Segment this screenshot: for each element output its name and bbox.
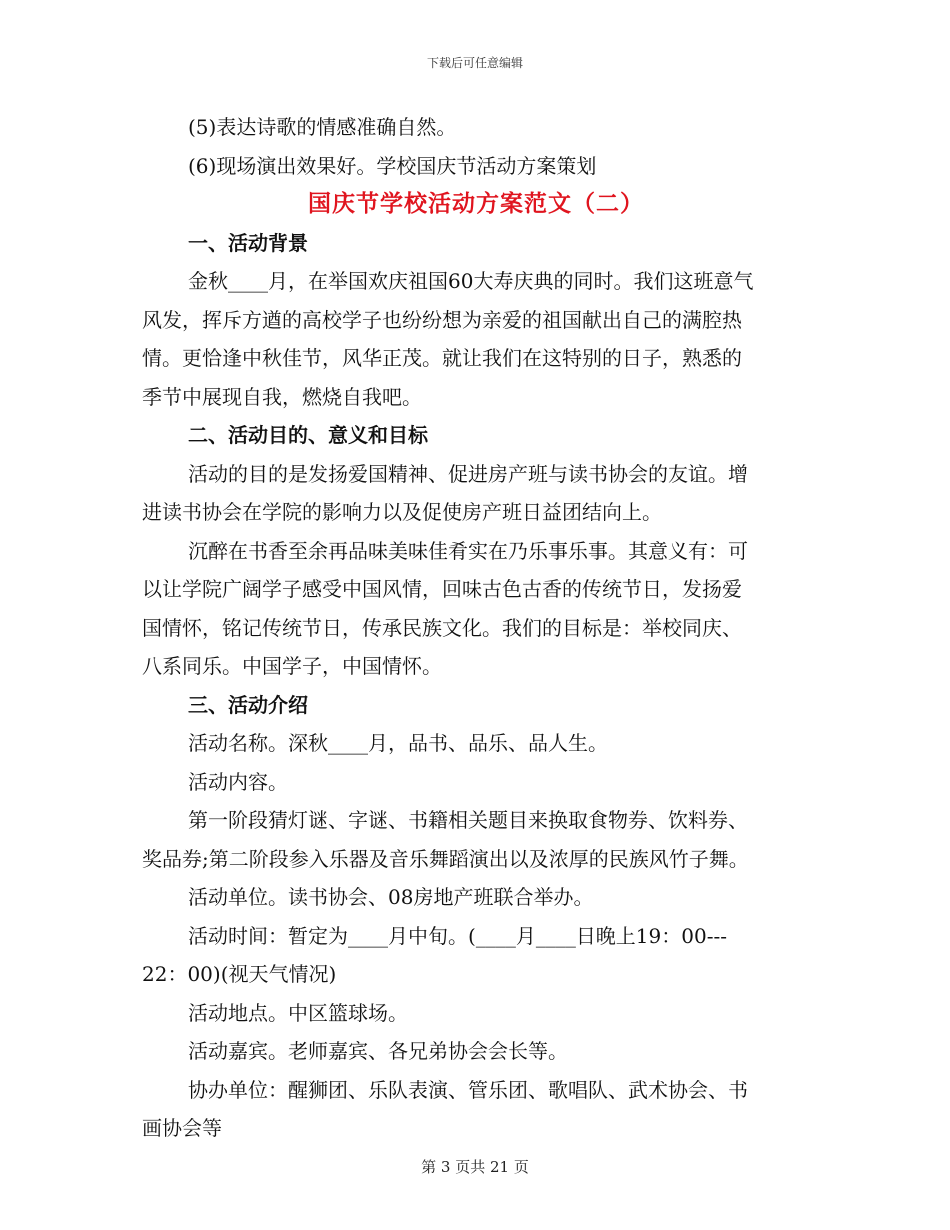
paragraph-line: 金秋____月，在举国欢庆祖国60大寿庆典的同时。我们这班意气 — [188, 269, 754, 293]
paragraph-line: 风发，挥斥方遒的高校学子也纷纷想为亲爱的祖国献出自己的满腔热 — [142, 307, 742, 332]
activity-content-label: 活动内容。 — [188, 769, 288, 794]
section-heading-background: 一、活动背景 — [188, 230, 308, 255]
co-organizers-line: 协办单位：醒狮团、乐队表演、管乐团、歌唱队、武术协会、书 — [188, 1077, 748, 1102]
paragraph-line: 情。更恰逢中秋佳节，风华正茂。就让我们在这特别的日子，熟悉的 — [142, 346, 742, 370]
paragraph-line: 以让学院广阔学子感受中国风情，回味古色古香的传统节日，发扬爱 — [142, 577, 742, 601]
blank-field: ____ — [475, 923, 516, 948]
paragraph-line: 第一阶段猜灯谜、字谜、书籍相关题目来换取食物券、饮料券、 — [188, 808, 748, 832]
paragraph-line: 活动的目的是发扬爱国精神、促进房产班与读书协会的友谊。增 — [188, 461, 748, 486]
blank-field: ____ — [228, 269, 268, 293]
activity-unit-line: 活动单位。读书协会、08房地产班联合举办。 — [188, 885, 594, 909]
activity-time-line: 活动时间：暂定为____月中旬。(____月____日晚上19：00--- — [188, 923, 727, 948]
list-item-5: (5)表达诗歌的情感准确自然。 — [188, 115, 457, 139]
activity-place-line: 活动地点。中区篮球场。 — [188, 1000, 408, 1025]
blank-field: ____ — [348, 923, 388, 948]
list-item-6: (6)现场演出效果好。学校国庆节活动方案策划 — [188, 153, 597, 178]
document-title: 国庆节学校活动方案范文（二） — [308, 190, 644, 217]
paragraph-line: 奖品券;第二阶段参入乐器及音乐舞蹈演出以及浓厚的民族风竹子舞。 — [142, 846, 749, 871]
document-body — [142, 108, 810, 1148]
page-footer: 第 3 页共 21 页 — [421, 1158, 529, 1176]
activity-name-line: 活动名称。深秋____月，品书、品乐、品人生。 — [188, 731, 608, 755]
section-heading-introduction: 三、活动介绍 — [188, 692, 308, 717]
paragraph-line: 季节中展现自我，燃烧自我吧。 — [142, 384, 422, 409]
paragraph-line: 22：00)(视天气情况) — [142, 962, 337, 986]
activity-guests-line: 活动嘉宾。老师嘉宾、各兄弟协会会长等。 — [188, 1039, 568, 1063]
paragraph-line: 国情怀，铭记传统节日，传承民族文化。我们的目标是：举校同庆、 — [142, 615, 742, 640]
blank-field: ____ — [328, 731, 368, 755]
blank-field: ____ — [535, 923, 576, 948]
paragraph-line: 八系同乐。中国学子，中国情怀。 — [142, 654, 442, 678]
paragraph-line: 沉醉在书香至余再品味美味佳肴实在乃乐事乐事。其意义有：可 — [188, 538, 748, 563]
section-heading-purpose: 二、活动目的、意义和目标 — [188, 423, 428, 447]
paragraph-line: 画协会等 — [142, 1116, 222, 1140]
paragraph-line: 进读书协会在学院的影响力以及促使房产班日益团结向上。 — [142, 500, 662, 524]
page-header: 下载后可任意编辑 — [426, 56, 523, 70]
